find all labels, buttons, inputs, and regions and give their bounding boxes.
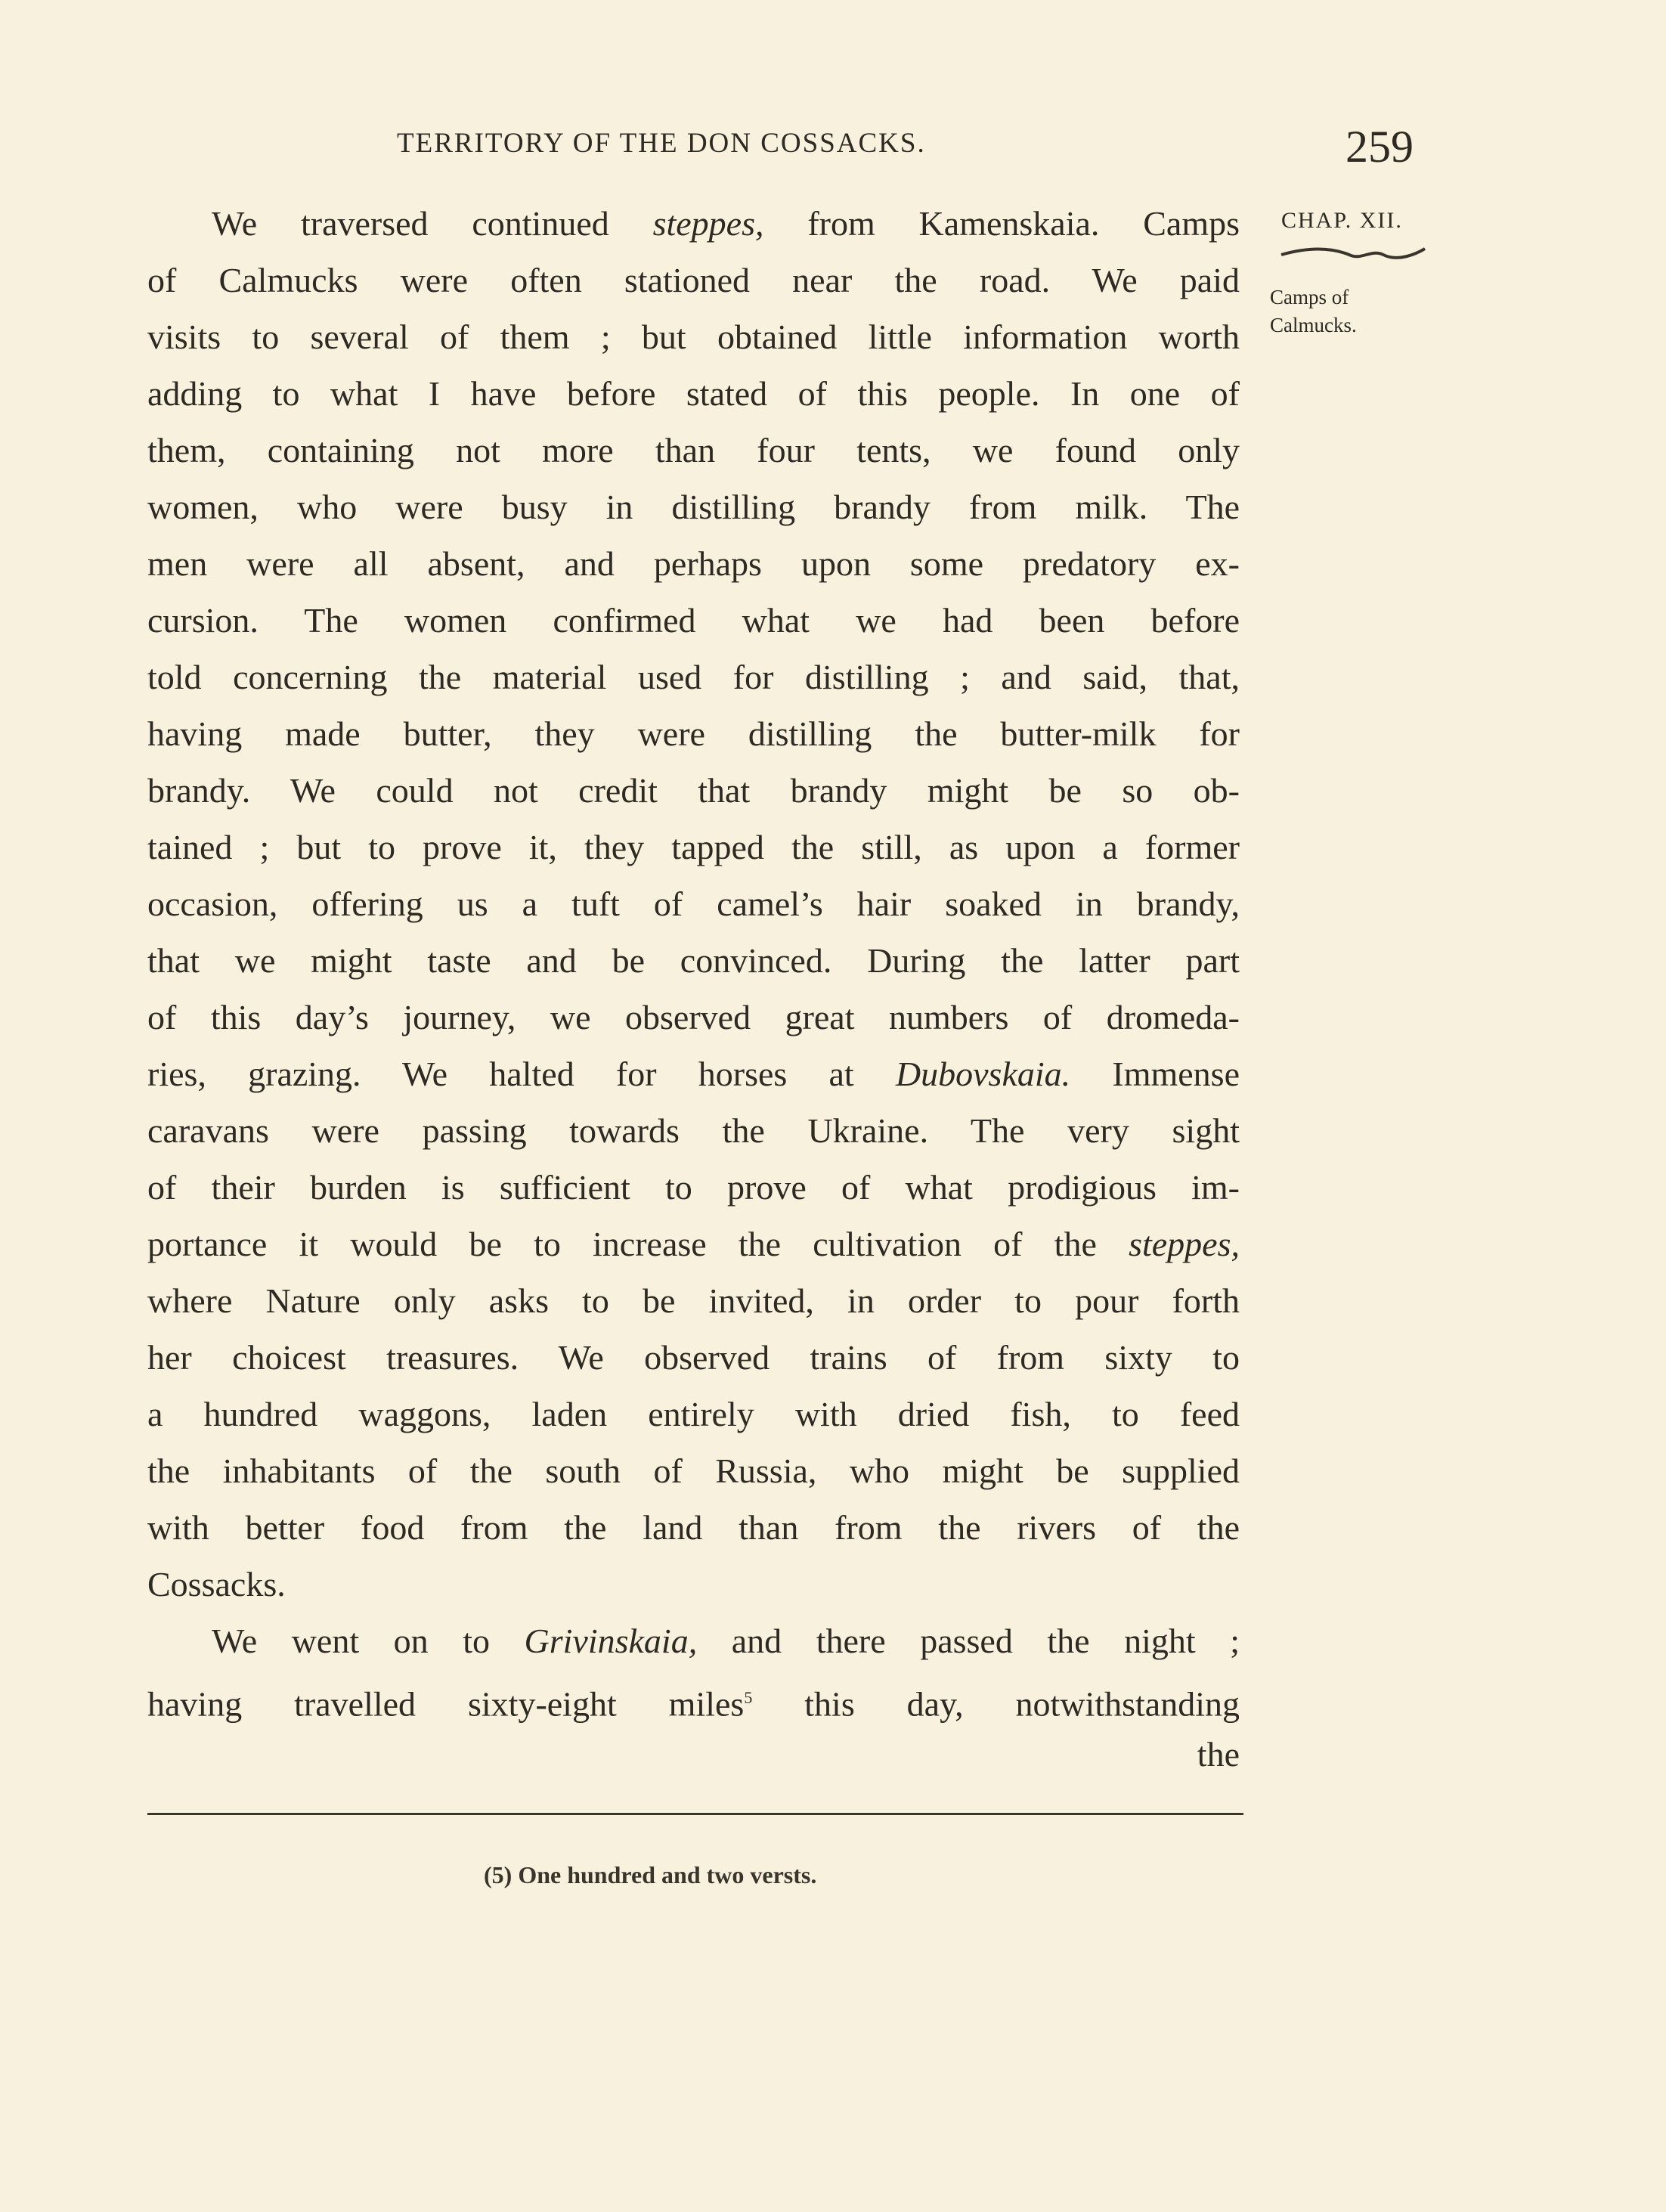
body-line-27: having travelled sixty-eight miles$^5$ this day, notwithstanding (147, 1684, 1240, 1724)
body-line-1: We traversed continued steppes, from Kamenskaia. Camps (212, 204, 1240, 243)
body-line-14: that we might taste and be convinced. During the latter part (147, 941, 1240, 980)
body-line-26: We went on to Grivinskaia, and there passed the night ; (212, 1622, 1240, 1660)
body-line-24: with better food from the land than from the rivers of the (147, 1508, 1240, 1547)
body-line-5: them, containing not more than four tents, we found only (147, 431, 1240, 469)
marginal-note-line2: Calmucks. (1270, 314, 1357, 336)
body-line-10: having made butter, they were distilling the butter-milk for (147, 714, 1240, 753)
body-line-8: cursion. The women confirmed what we had been before (147, 601, 1240, 640)
body-line-2: of Calmucks were often stationed near the road. We paid (147, 261, 1240, 299)
body-line-4: adding to what I have before stated of this people. In one of (147, 374, 1240, 413)
body-line-17: caravans were passing towards the Ukraine. The very sight (147, 1111, 1240, 1150)
body-line-20: where Nature only asks to be invited, in order to pour forth (147, 1281, 1240, 1320)
footnote-rule (147, 1813, 1243, 1815)
catchword: the (1197, 1735, 1240, 1774)
marginal-note-line1: Camps of (1270, 286, 1349, 308)
body-line-23: the inhabitants of the south of Russia, who might be supplied (147, 1451, 1240, 1490)
body-line-16: ries, grazing. We halted for horses at Dubovskaia. Immense (147, 1055, 1240, 1093)
chapter-label: CHAP. XII. (1281, 208, 1403, 233)
body-line-9: told concerning the material used for distilling ; and said, that, (147, 658, 1240, 696)
page-number: 259 (1345, 122, 1414, 172)
body-line-11: brandy. We could not credit that brandy might be so ob- (147, 771, 1240, 810)
body-line-22: a hundred waggons, laden entirely with dried fish, to feed (147, 1395, 1240, 1433)
body-line-25: Cossacks. (147, 1565, 286, 1603)
body-line-19: portance it would be to increase the cultivation of the steppes, (147, 1225, 1240, 1263)
body-line-15: of this day’s journey, we observed great numbers of dromeda- (147, 998, 1240, 1036)
running-head: TERRITORY OF THE DON COSSACKS. (397, 128, 926, 159)
footnote-marker: 5 (744, 1688, 753, 1707)
body-line-12: tained ; but to prove it, they tapped the still, as upon a former (147, 828, 1240, 866)
body-line-13: occasion, offering us a tuft of camel’s hair soaked in brandy, (147, 884, 1240, 923)
body-line-6: women, who were busy in distilling brandy from milk. The (147, 488, 1240, 526)
body-line-3: visits to several of them ; but obtained little information worth (147, 318, 1240, 356)
body-line-7: men were all absent, and perhaps upon some predatory ex- (147, 544, 1240, 583)
body-line-18: of their burden is sufficient to prove of what prodigious im- (147, 1168, 1240, 1207)
footnote: (5) One hundred and two versts. (484, 1861, 817, 1888)
body-line-21: her choicest treasures. We observed trains of from sixty to (147, 1338, 1240, 1377)
ornament-swash (1277, 246, 1429, 268)
